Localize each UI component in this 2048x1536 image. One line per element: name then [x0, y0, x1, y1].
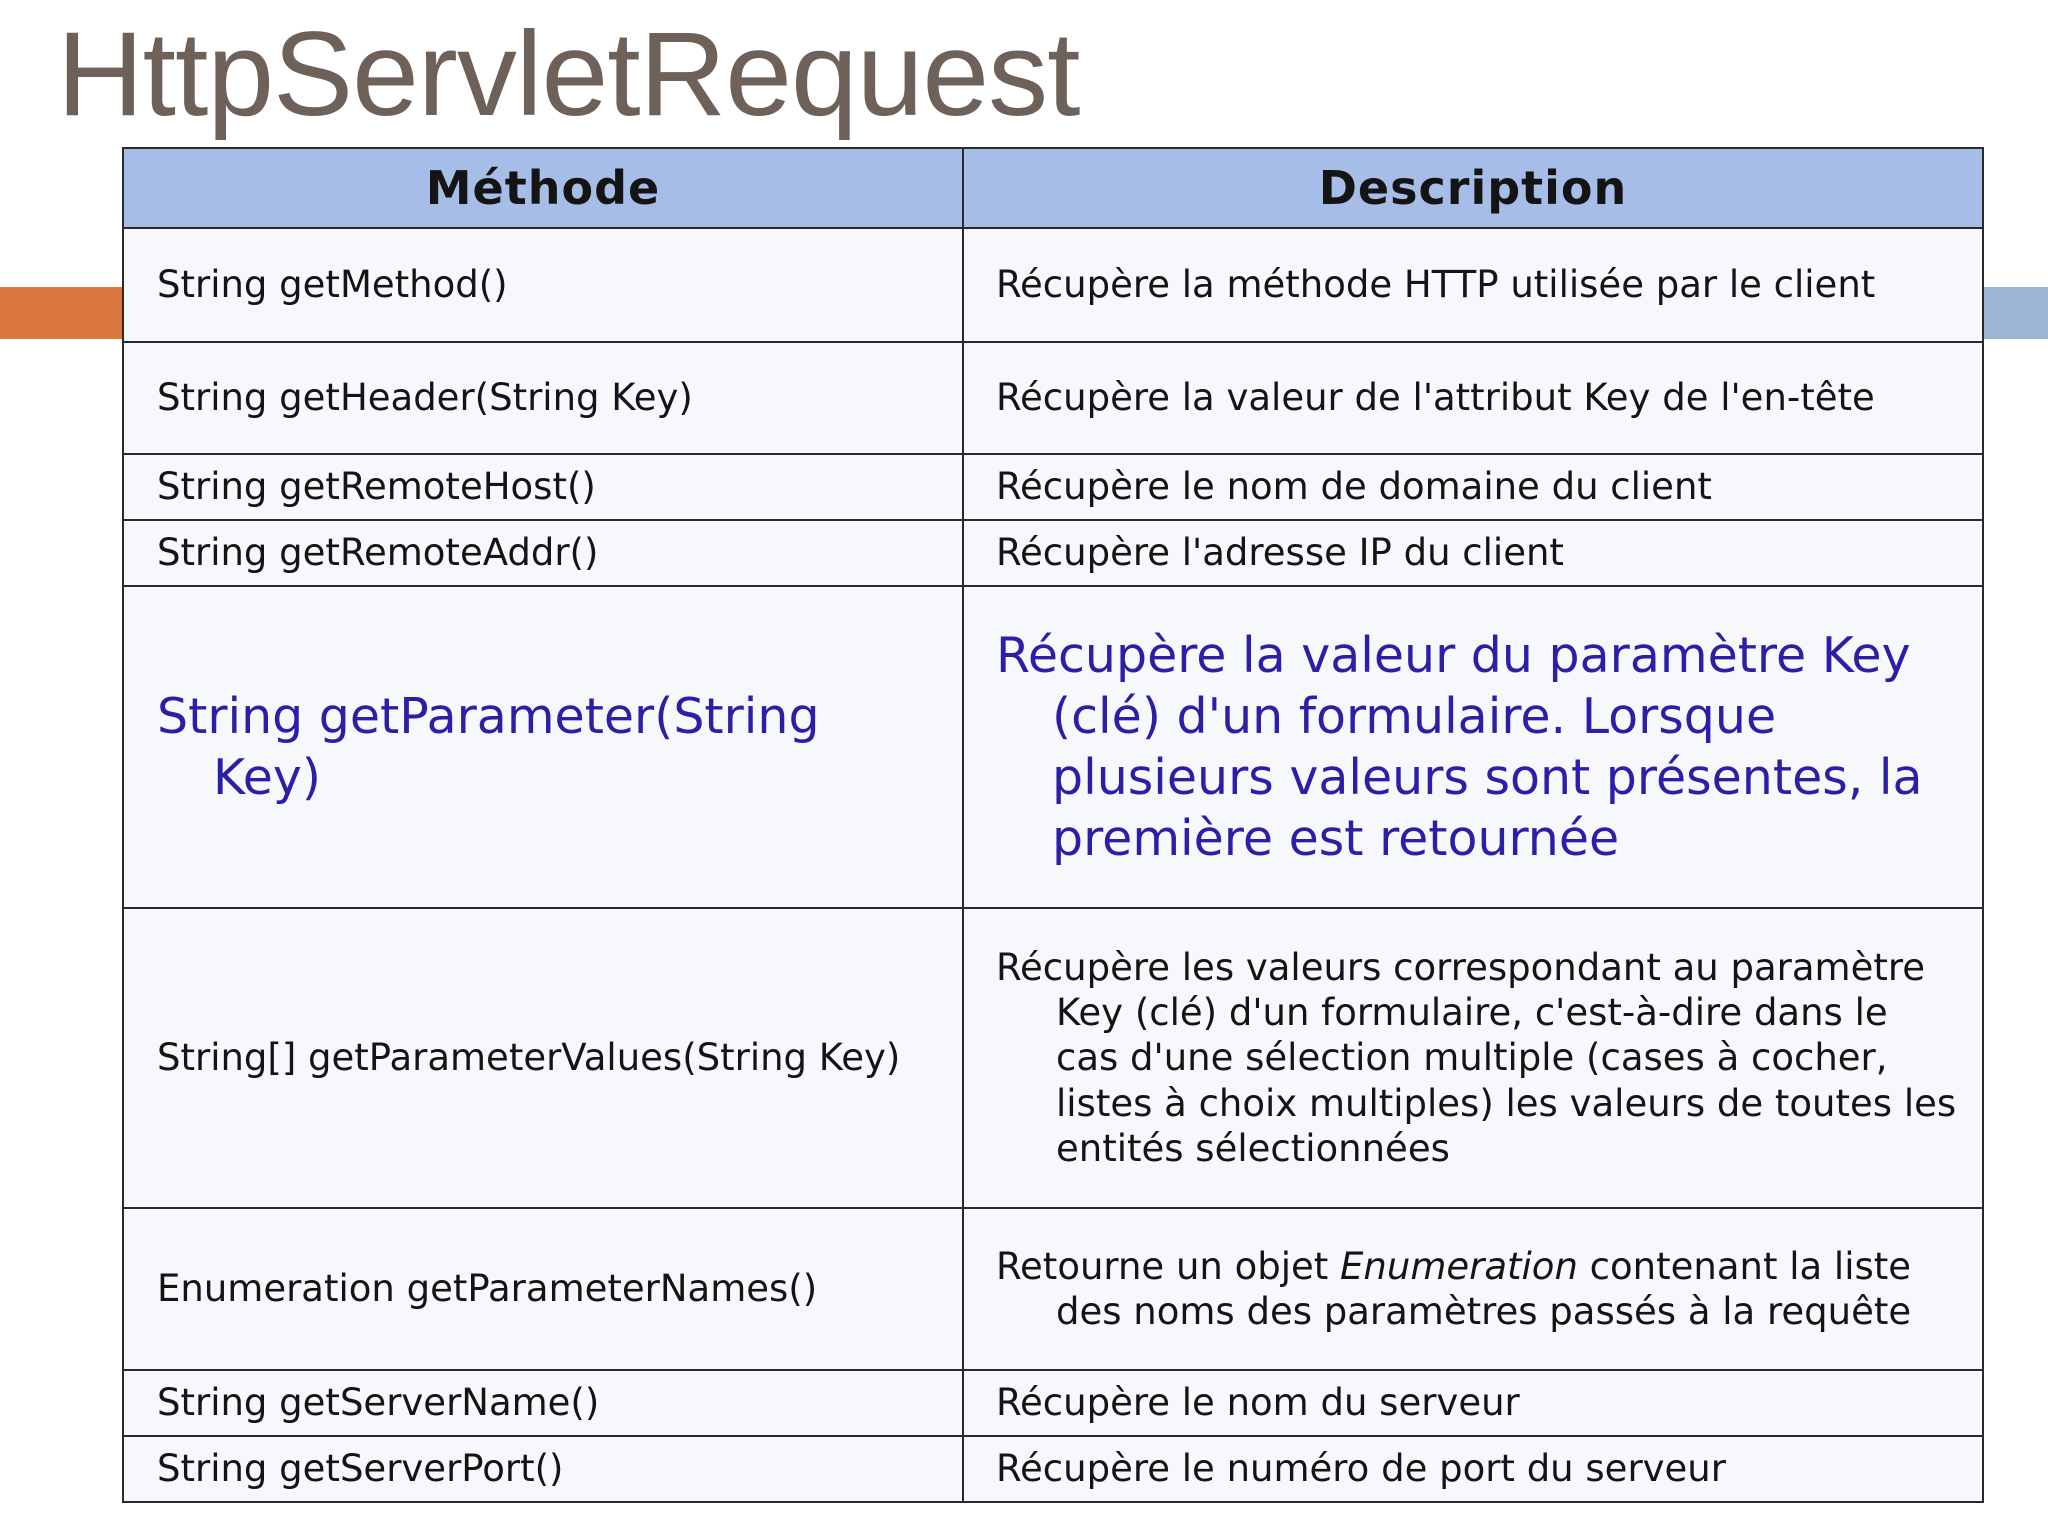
methods-table: [122, 147, 1984, 1503]
method-cell: [123, 228, 963, 342]
method-signature: String getParameter(String Key): [157, 687, 820, 806]
method-signature: String getMethod(): [157, 263, 508, 307]
description-cell: [963, 342, 1983, 454]
table-header-row: [123, 148, 1983, 228]
header-description: Description: [963, 148, 1983, 228]
table-row: [123, 1436, 1983, 1502]
method-signature: String[] getParameterValues(String Key): [157, 1036, 901, 1080]
table-row: [123, 228, 1983, 342]
method-cell: [123, 454, 963, 520]
method-description: Récupère la méthode HTTP utilisée par le client: [996, 263, 1876, 307]
method-signature: String getHeader(String Key): [157, 376, 693, 420]
description-cell: [963, 586, 1983, 908]
table-row: [123, 1208, 1983, 1370]
method-signature: String getServerPort(): [157, 1447, 564, 1491]
description-cell: [963, 1436, 1983, 1502]
method-description: Récupère la valeur de l'attribut Key de l'en-tête: [996, 376, 1875, 420]
table-row: [123, 1370, 1983, 1436]
method-cell: [123, 908, 963, 1208]
accent-bar-left: [0, 287, 122, 339]
description-cell: [963, 454, 1983, 520]
method-cell: [123, 520, 963, 586]
method-description: Récupère les valeurs correspondant au paramètre Key (clé) d'un formulaire, c'est-à-dire dans le cas d'une sélection multiple (cases à cocher, listes à choix multiples) les valeurs de toutes les entités sélectionnées: [996, 946, 1957, 1170]
method-signature: String getServerName(): [157, 1381, 600, 1425]
description-cell: [963, 1370, 1983, 1436]
method-description: Récupère le nom du serveur: [996, 1381, 1520, 1425]
table-row: [123, 908, 1983, 1208]
method-cell: [123, 1370, 963, 1436]
description-cell: [963, 228, 1983, 342]
table-row: [123, 520, 1983, 586]
method-cell: [123, 1436, 963, 1502]
method-signature: String getRemoteAddr(): [157, 531, 599, 575]
table-row-highlighted: [123, 586, 1983, 908]
method-description: Récupère le numéro de port du serveur: [996, 1447, 1726, 1491]
method-description: [996, 1244, 1960, 1334]
method-cell: [123, 586, 963, 908]
method-description: Récupère la valeur du paramètre Key (clé) d'un formulaire. Lorsque plusieurs valeurs sont présentes, la première est retournée: [996, 626, 1923, 868]
description-term: Enumeration: [1340, 1244, 1578, 1288]
description-cell: [963, 908, 1983, 1208]
method-signature: Enumeration getParameterNames(): [157, 1267, 818, 1311]
description-text-start: Retourne un objet: [996, 1244, 1341, 1288]
table-row: [123, 454, 1983, 520]
table-row: [123, 342, 1983, 454]
accent-bar-right: [1982, 287, 2048, 339]
description-cell: [963, 1208, 1983, 1370]
methods-table-container: [122, 147, 1982, 1503]
method-cell: [123, 342, 963, 454]
method-description: Récupère le nom de domaine du client: [996, 465, 1712, 509]
description-text-end: contenant la liste des noms des paramètres passés à la requête: [1056, 1244, 1912, 1333]
slide-title: HttpServletRequest: [57, 7, 1080, 141]
method-signature: String getRemoteHost(): [157, 465, 596, 509]
header-method: Méthode: [123, 148, 963, 228]
method-description: Récupère l'adresse IP du client: [996, 531, 1564, 575]
description-cell: [963, 520, 1983, 586]
method-cell: [123, 1208, 963, 1370]
